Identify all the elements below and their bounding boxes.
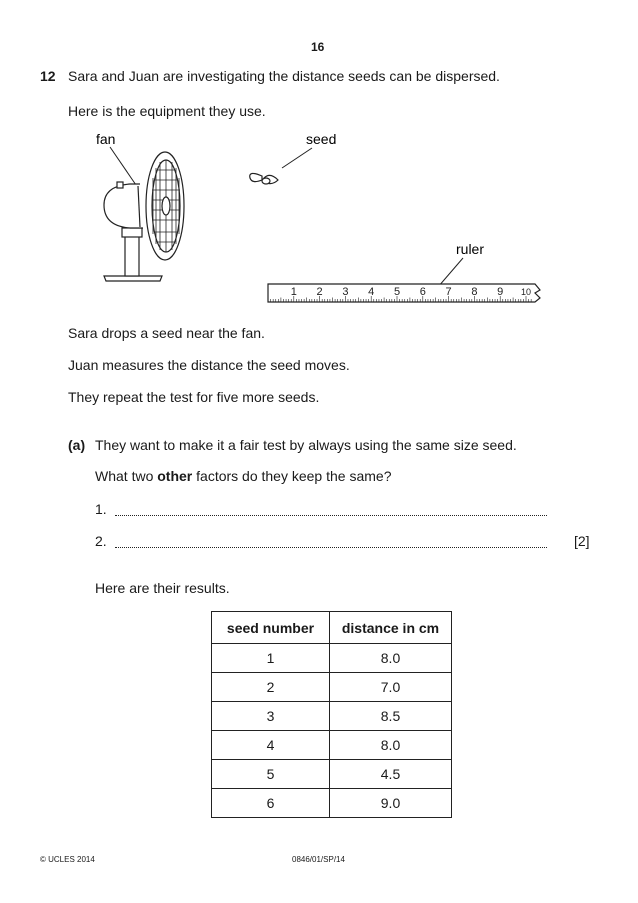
page-number: 16 [311, 40, 325, 54]
part-a-prompt [95, 468, 391, 484]
table-row [212, 702, 452, 731]
part-a-text: They want to make it a fair test by always using the same size seed. [95, 437, 517, 453]
ruler-label: ruler [456, 241, 485, 257]
seed-number-cell: 1 [212, 644, 330, 673]
seed-label: seed [306, 131, 337, 147]
ruler-number: 1 [290, 286, 297, 298]
distance-cell: 9.0 [330, 789, 452, 818]
ruler-number: 5 [393, 286, 401, 298]
ruler-number: 3 [342, 286, 349, 298]
answer-line-1[interactable] [115, 515, 547, 516]
fan-icon [104, 152, 184, 281]
ruler-number: 9 [497, 286, 504, 298]
answer-line-2[interactable] [115, 547, 547, 548]
ruler-number: 2 [316, 286, 323, 298]
footer-copyright: © UCLES 2014 [40, 855, 95, 864]
ruler-number: 6 [419, 286, 426, 298]
question-number: 12 [40, 68, 56, 84]
header-distance: distance in cm [330, 612, 452, 644]
prompt-bold: other [157, 468, 193, 484]
ruler-number: 4 [368, 286, 375, 298]
step-2: Juan measures the distance the seed moves. [68, 357, 350, 373]
equipment-diagram [0, 125, 638, 325]
distance-cell: 8.0 [330, 731, 452, 760]
question-intro: Sara and Juan are investigating the distance seeds can be dispersed. [68, 68, 500, 84]
ruler-icon [268, 284, 540, 302]
footer-code: 0846/01/SP/14 [292, 855, 345, 864]
answer-number-1: 1. [95, 501, 107, 517]
table-row [212, 731, 452, 760]
prompt-before: What two [95, 468, 158, 484]
header-seed-number: seed number [212, 612, 330, 644]
seed-number-cell: 2 [212, 673, 330, 702]
results-table [211, 611, 452, 818]
table-row [212, 760, 452, 789]
step-3: They repeat the test for five more seeds. [68, 389, 320, 405]
table-row [212, 644, 452, 673]
part-a-label: (a) [68, 437, 86, 453]
table-row [212, 673, 452, 702]
results-intro: Here are their results. [95, 580, 230, 596]
seed-number-cell: 3 [212, 702, 330, 731]
step-1: Sara drops a seed near the fan. [68, 325, 265, 341]
table-header-row [212, 612, 452, 644]
seed-icon [250, 173, 278, 184]
equipment-line: Here is the equipment they use. [68, 103, 266, 119]
seed-number-cell: 6 [212, 789, 330, 818]
distance-cell: 8.5 [330, 702, 452, 731]
ruler-number: 10 [520, 287, 532, 297]
prompt-after: factors do they keep the same? [192, 468, 392, 484]
seed-number-cell: 5 [212, 760, 330, 789]
answer-number-2: 2. [95, 533, 107, 549]
distance-cell: 8.0 [330, 644, 452, 673]
ruler-number: 7 [445, 286, 452, 298]
distance-cell: 7.0 [330, 673, 452, 702]
marks: [2] [574, 533, 590, 549]
fan-label: fan [96, 131, 116, 147]
table-row [212, 789, 452, 818]
seed-number-cell: 4 [212, 731, 330, 760]
ruler-number: 8 [471, 286, 478, 298]
distance-cell: 4.5 [330, 760, 452, 789]
